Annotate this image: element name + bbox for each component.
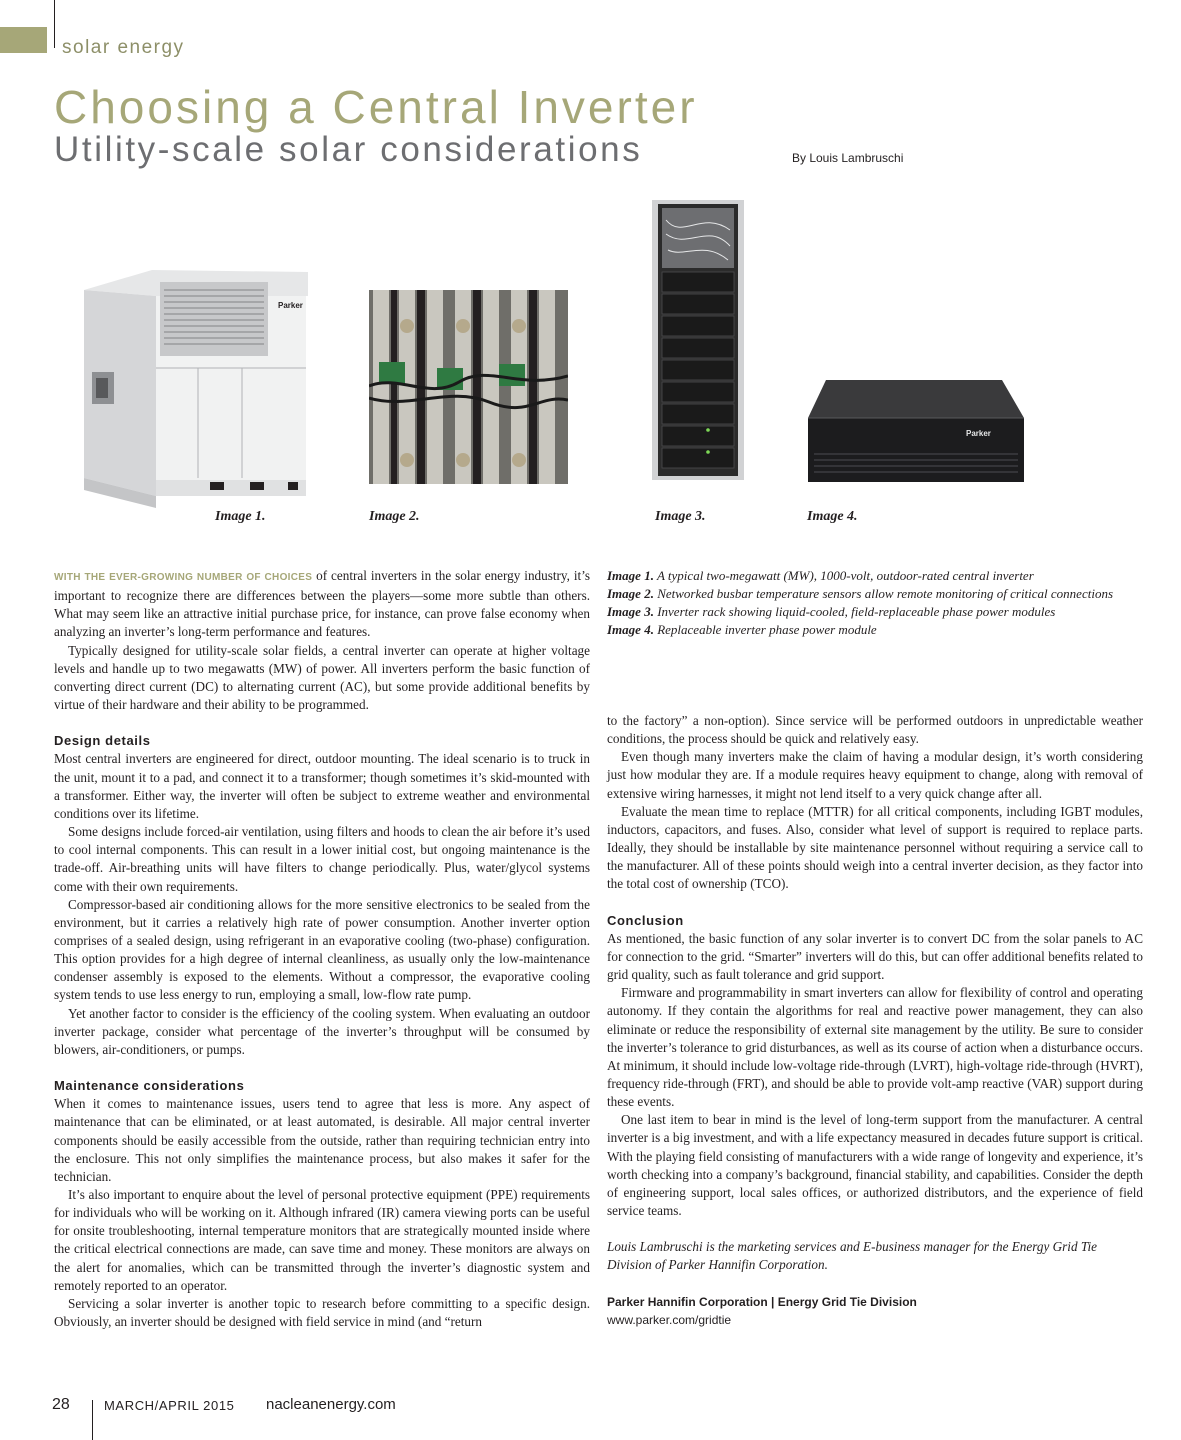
image-captions: [607, 567, 1167, 639]
body-paragraph: As mentioned, the basic function of any solar inverter is to convert DC from the solar panels to AC for connection to the grid. “Smarter” inverters will do this, but can offer additional benefits related to grid quality, such as fault tolerance and grid support.: [607, 930, 1143, 983]
byline: By Louis Lambruschi: [792, 151, 904, 165]
section-heading-conclusion: Conclusion: [607, 912, 684, 928]
phase-power-module-icon: [806, 378, 1026, 484]
body-paragraph: Typically designed for utility-scale solar fields, a central inverter can operate at higher voltage levels and handle up to two megawatts (MW) of power. All inverters perform the basic function of converting direct current (DC) to alternating current (AC), but some provide additional benefits by virtue of their hardware and their ability to be programmed.: [54, 642, 590, 713]
body-paragraph: Most central inverters are engineered for direct, outdoor mounting. The ideal scenario is to truck in the unit, mount it to a pad, and connect it to a transformer; though sometimes it’s skid-mounted with a transformer. Either way, the inverter will often be subject to extreme weather and environmental conditions over its lifetime.: [54, 751, 590, 821]
image-4-photo: [806, 378, 1026, 484]
inverter-rack-icon: [652, 200, 744, 480]
company-name: Parker Hannifin Corporation | Energy Grid Tie Division: [607, 1294, 917, 1309]
body-paragraph: Yet another factor to consider is the efficiency of the cooling system. When evaluating an outdoor inverter package, consider what percentage of the inverter’s throughput will be consumed by blowers, air-conditioners, or pumps.: [54, 1005, 590, 1057]
image-3-photo: [652, 200, 744, 480]
caption-image-4: Image 4. Replaceable inverter phase power module: [607, 622, 877, 638]
section-heading-maintenance: Maintenance considerations: [54, 1078, 245, 1094]
image-1-photo: [78, 268, 310, 518]
header-divider: [54, 0, 55, 48]
body-paragraph: Servicing a solar inverter is another topic to research before committing to a specific design. Obviously, an inverter should be designed with field service in mind (and “return: [54, 1295, 590, 1330]
body-paragraph: When it comes to maintenance issues, users tend to agree that less is more. Any aspect of maintenance that can be eliminated, or at least automated, is desirable. All major central inverter components should be easily accessible from the outside, rather than requiring technician entry into the enclosure. This not only simplifies the maintenance process, but also makes it safer for the technician.: [54, 1096, 590, 1184]
section-heading-design: Design details: [54, 733, 151, 749]
body-paragraph: Evaluate the mean time to replace (MTTR) for all critical components, including IGBT modules, inductors, capacitors, and fuses. Also, consider what level of support is required to replace parts. Ideally, they should be installable by site maintenance personnel without requiring a service call to the manufacturer. All of these points should weigh into a central inverter decision, as they factor into the total cost of ownership (TCO).: [607, 803, 1143, 892]
body-paragraph: One last item to bear in mind is the level of long-term support from the manufacturer. A central inverter is a big investment, and with a life expectancy measured in decades future support is critical. With the playing field consisting of manufacturers with a wide range of longevity and experience, it’s worth checking into a company’s background, financial stability, and capabilities. Consider the depth of engineering support, local sales offices, or authorized distributors, and the experience of field service teams.: [607, 1112, 1143, 1219]
left-column: [54, 567, 590, 1331]
footer-divider: [92, 1400, 93, 1440]
body-paragraph: Even though many inverters make the claim of having a modular design, it’s worth considering just how modular they are. If a module requires heavy equipment to change, along with removal of extensive wiring harnesses, it might not lend itself to a very quick change after all.: [607, 749, 1143, 801]
image-4-label: Image 4.: [807, 509, 858, 524]
image-2-photo: [369, 290, 568, 484]
section-tab-marker: [0, 27, 47, 53]
body-paragraph: to the factory” a non-option). Since service will be performed outdoors in unpredictable weather conditions, the process should be quick and relatively easy.: [607, 713, 1143, 747]
cabinet-brand-text: Parker: [278, 301, 303, 310]
image-1-label: Image 1.: [215, 509, 266, 524]
article-title: Choosing a Central Inverter: [54, 81, 698, 133]
lead-in: WITH THE EVER-GROWING NUMBER OF CHOICES: [54, 572, 313, 583]
company-url[interactable]: www.parker.com/gridtie: [607, 1312, 732, 1327]
body-paragraph: Firmware and programmability in smart inverters can allow for flexibility of control and operating autonomy. If they contain the algorithms for real and reactive power management, they can also eliminate or reduce the responsibility of external site management by the utility. Be sure to consider the inverter’s tolerance to grid disturbances, as well as its course of action when a disturbance occurs. At minimum, it should include low-voltage ride-through (LVRT), high-voltage ride-through (HVRT), frequency ride-through (FRT), and should be able to provide volt-amp reactive (VAR) support during these events.: [607, 985, 1143, 1110]
issue-date: MARCH/APRIL 2015: [104, 1398, 235, 1413]
caption-image-3: Image 3. Inverter rack showing liquid-cooled, field-replaceable phase power modules: [607, 604, 1056, 620]
image-3-label: Image 3.: [655, 509, 706, 524]
page-number: 28: [52, 1396, 70, 1413]
body-paragraph: Compressor-based air conditioning allows for the more sensitive electronics to be sealed from the environment, but it carries a relatively high rate of power consumption. Another inverter option comprises of a sealed design, using refrigerant in an evaporative cooling (two-phase) configuration. This option provides for a high degree of internal cleanliness, as usually only the low-maintenance condenser assembly is exposed to the elements. Without a compressor, the evaporative cooling system tends to use less energy to run, employing a small, low-flow rate pump.: [54, 896, 590, 1003]
body-paragraph: It’s also important to enquire about the level of personal protective equipment (PPE) requirements for individuals who will be working on it. Although infrared (IR) camera viewing ports can be useful for onsite troubleshooting, internal temperature monitors that are strategically mounted inside where the critical electrical connections are made, can save time and money. These monitors are always on the alert for anomalies, which can be transmitted through the inverter’s diagnostic system and remotely reported to an operator.: [54, 1187, 590, 1293]
right-column: [607, 712, 1143, 1329]
site-url[interactable]: nacleanenergy.com: [266, 1396, 396, 1413]
module-brand-text: Parker: [966, 429, 991, 438]
intro-paragraph: WITH THE EVER-GROWING NUMBER OF CHOICES of central inverters in the solar energy industry, it’s important to recognize there are differences between the players—some more subtle than others. What may seem like an attractive initial purchase price, for instance, can prove false economy when analyzing an inverter’s long-term performance and features.: [54, 568, 591, 640]
author-bio: Louis Lambruschi is the marketing services and E-business manager for the Energy Grid Tie Division of Parker Hannifin Corporation.: [607, 1239, 1097, 1273]
caption-image-2: Image 2. Networked busbar temperature sensors allow remote monitoring of critical connections: [607, 586, 1114, 602]
article-subtitle: Utility-scale solar considerations: [54, 130, 643, 169]
caption-image-1: Image 1. A typical two-megawatt (MW), 1000-volt, outdoor-rated central inverter: [607, 568, 1034, 583]
outdoor-inverter-cabinet-icon: [78, 268, 310, 518]
section-label: solar energy: [62, 37, 185, 58]
busbar-sensors-icon: [369, 290, 568, 484]
image-2-label: Image 2.: [369, 509, 420, 524]
body-paragraph: Some designs include forced-air ventilation, using filters and hoods to clean the air before it’s used to cool internal components. This can result in a lower initial cost, but ongoing maintenance is the trade-off. Air-breathing units will have filters to change periodically. Plus, water/glycol systems come with their own requirements.: [54, 824, 590, 894]
